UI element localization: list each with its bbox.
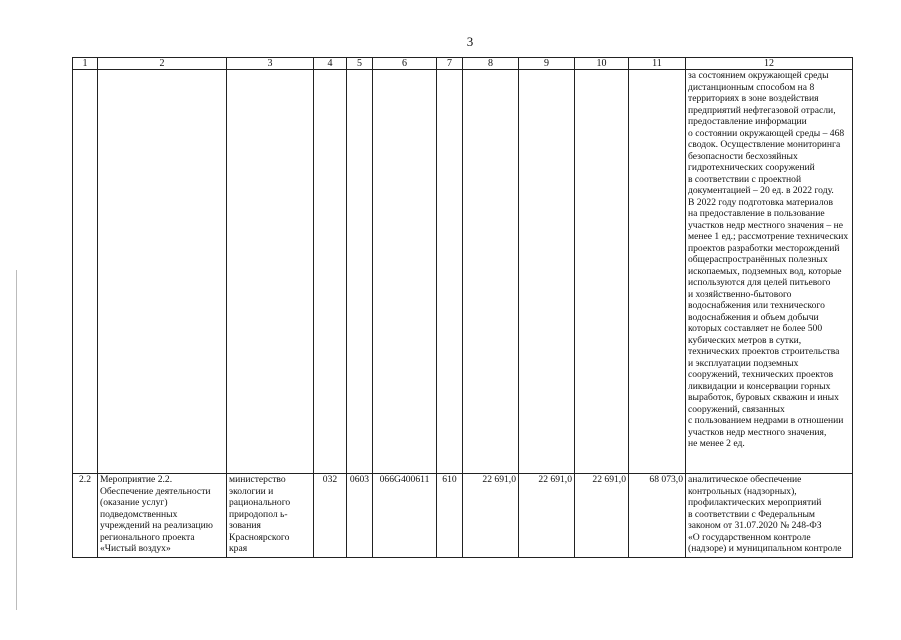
table-cell bbox=[98, 70, 227, 474]
amount-year-1: 22 691,0 bbox=[463, 474, 519, 558]
target-article-code: 066G400611 bbox=[373, 474, 437, 558]
text-line: «О государственном контроле bbox=[688, 531, 811, 543]
column-header: 10 bbox=[575, 58, 629, 70]
expense-type-code: 610 bbox=[437, 474, 463, 558]
text-line: министерство bbox=[229, 474, 286, 485]
table-cell bbox=[463, 70, 519, 474]
scan-margin-line bbox=[16, 270, 17, 610]
column-header: 7 bbox=[437, 58, 463, 70]
text-line: технических проектов строительства bbox=[688, 346, 840, 357]
text-line: участков недр местного значения, bbox=[688, 426, 827, 438]
result-description-cell bbox=[686, 70, 853, 474]
text-line: Красноярского bbox=[229, 531, 290, 543]
column-header: 8 bbox=[463, 58, 519, 70]
table-cell bbox=[519, 70, 575, 474]
text-line: участков недр местного значения – не bbox=[688, 219, 843, 231]
text-line: предоставление информации bbox=[688, 116, 807, 127]
table-cell bbox=[227, 70, 314, 474]
text-line: за состоянием окружающей среды bbox=[688, 70, 829, 81]
text-line: сооружений, технических проектов bbox=[688, 369, 834, 380]
event-name-cell bbox=[98, 474, 227, 558]
column-header: 12 bbox=[686, 58, 853, 70]
text-line: которых составляет не более 500 bbox=[688, 323, 823, 334]
table-cell bbox=[314, 70, 347, 474]
text-line: территориях в зоне воздействия bbox=[688, 93, 819, 104]
text-line: законом от 31.07.2020 № 248-ФЗ bbox=[688, 520, 822, 531]
text-line: о состоянии окружающей среды – 468 bbox=[688, 127, 845, 139]
text-line: менее 1 ед.; рассмотрение технических bbox=[688, 231, 849, 242]
row-number: 2.2 bbox=[73, 474, 98, 558]
text-line: В 2022 году подготовка материалов bbox=[688, 196, 833, 208]
text-line: безопасности бесхозяйных bbox=[688, 150, 798, 162]
text-line: кубических метров в сутки, bbox=[688, 334, 802, 346]
column-header: 11 bbox=[629, 58, 686, 70]
text-line: ископаемых, подземных вод, которые bbox=[688, 265, 842, 277]
budget-table bbox=[72, 57, 853, 558]
text-line: предприятий нефтегазовой отрасли, bbox=[688, 104, 836, 116]
table-cell bbox=[347, 70, 373, 474]
amount-year-3: 22 691,0 bbox=[575, 474, 629, 558]
text-line: проектов разработки месторождений bbox=[688, 242, 840, 254]
text-line: и эксплуатации подземных bbox=[688, 357, 799, 369]
column-header: 2 bbox=[98, 58, 227, 70]
text-line: водоснабжения и объем добычи bbox=[688, 311, 819, 323]
text-line: используются для целей питьевого bbox=[688, 277, 831, 288]
text-line: природопол ь- bbox=[229, 508, 288, 520]
text-line: в соответствии с Федеральным bbox=[688, 508, 815, 520]
text-line: края bbox=[229, 543, 248, 554]
column-header: 4 bbox=[314, 58, 347, 70]
text-line: ликвидации и консервации горных bbox=[688, 380, 831, 392]
text-line: подведомственных bbox=[100, 508, 178, 520]
text-line: общераспространённых полезных bbox=[688, 254, 828, 265]
text-line: (надзоре) и муниципальном контроле bbox=[688, 543, 842, 554]
text-line: зования bbox=[229, 520, 261, 531]
table-row-continuation bbox=[73, 70, 853, 474]
text-line: рационального bbox=[229, 497, 291, 508]
text-line: экологии и bbox=[229, 485, 274, 497]
text-line: с пользованием недрами в отношении bbox=[688, 415, 844, 426]
text-line: на предоставление в пользование bbox=[688, 208, 825, 219]
amount-total: 68 073,0 bbox=[629, 474, 686, 558]
text-line: Обеспечение деятельности bbox=[100, 485, 211, 497]
table-cell bbox=[629, 70, 686, 474]
text-line: Мероприятие 2.2. bbox=[100, 474, 173, 485]
text-line: контрольных (надзорных), bbox=[688, 485, 797, 497]
header-row bbox=[73, 58, 853, 70]
column-header: 6 bbox=[373, 58, 437, 70]
text-line: сооружений, связанных bbox=[688, 403, 785, 415]
text-line: «Чистый воздух» bbox=[100, 543, 171, 554]
section-code: 0603 bbox=[347, 474, 373, 558]
column-header: 3 bbox=[227, 58, 314, 70]
text-line: в соответствии с проектной bbox=[688, 173, 802, 185]
amount-year-2: 22 691,0 bbox=[519, 474, 575, 558]
text-line: и хозяйственно-бытового bbox=[688, 288, 792, 300]
column-header: 9 bbox=[519, 58, 575, 70]
table-row-2-2 bbox=[73, 474, 853, 558]
table-cell bbox=[73, 70, 98, 474]
result-description-cell bbox=[686, 474, 853, 558]
text-line: аналитическое обеспечение bbox=[688, 474, 802, 485]
text-line: выработок, буровых скважин и иных bbox=[688, 392, 839, 403]
column-header: 1 bbox=[73, 58, 98, 70]
grbs-code: 032 bbox=[314, 474, 347, 558]
table-cell bbox=[437, 70, 463, 474]
table-cell bbox=[373, 70, 437, 474]
text-line: регионального проекта bbox=[100, 531, 195, 543]
page-number: 3 bbox=[466, 34, 474, 49]
text-line: не менее 2 ед. bbox=[688, 438, 745, 449]
text-line: гидротехнических сооружений bbox=[688, 162, 815, 173]
text-line: водоснабжения или технического bbox=[688, 300, 825, 311]
text-line: документацией – 20 ед. в 2022 году. bbox=[688, 185, 834, 196]
responsible-cell bbox=[227, 474, 314, 558]
text-line: учреждений на реализацию bbox=[100, 520, 213, 531]
text-line: профилактических мероприятий bbox=[688, 497, 822, 508]
text-line: сводок. Осуществление мониторинга bbox=[688, 139, 841, 150]
text-line: дистанционным способом на 8 bbox=[688, 81, 815, 93]
text-line: (оказание услуг) bbox=[100, 497, 168, 508]
table-cell bbox=[575, 70, 629, 474]
column-header: 5 bbox=[347, 58, 373, 70]
